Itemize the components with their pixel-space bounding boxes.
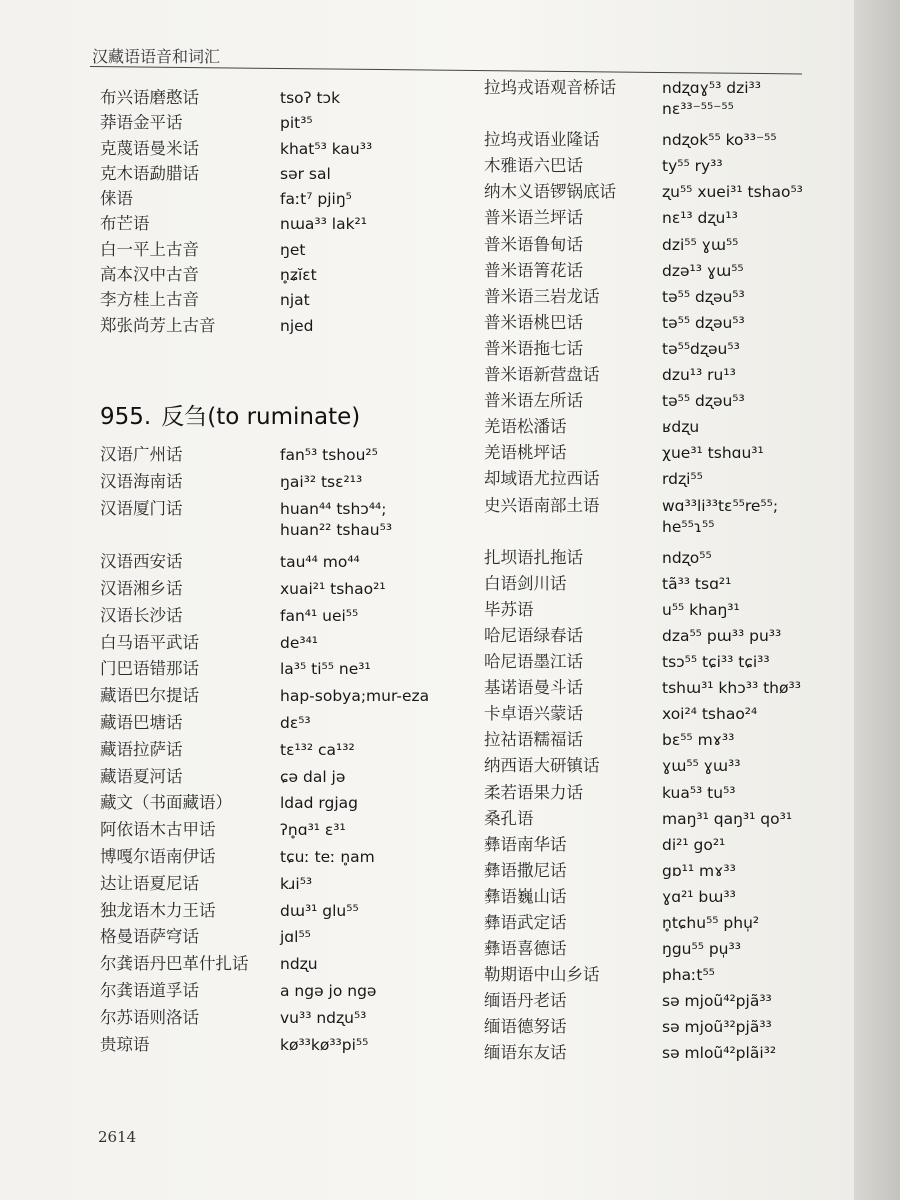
phonetic-form: n̥ʑĭɛt: [280, 266, 317, 285]
dialect-name: 普米语鲁甸话: [484, 234, 583, 254]
dialect-name: 羌语松潘话: [484, 417, 567, 437]
dialect-name: 拉坞戎语业隆话: [484, 130, 600, 150]
phonetic-form: tau⁴⁴ mo⁴⁴: [280, 553, 360, 572]
phonetic-form: di²¹ go²¹: [662, 835, 726, 854]
phonetic-form: sə mjoũ³²pjã³³: [662, 1018, 772, 1037]
entry-row: [100, 468, 480, 495]
phonetic-form: ɕə dal jə: [280, 767, 346, 786]
entry-row: [484, 1013, 864, 1039]
entry-row: [100, 870, 480, 897]
entry-row: [484, 465, 864, 491]
phonetic-form: nɛ³³⁻⁵⁵⁻⁵⁵: [662, 100, 734, 119]
phonetic-form: sə mjoũ⁴²pjã³³: [662, 992, 772, 1011]
phonetic-form: ldad rgjag: [280, 794, 358, 813]
page-number: 2614: [98, 1128, 137, 1146]
dialect-name: 史兴语南部土语: [484, 495, 600, 515]
dialect-name: 白语剑川话: [484, 573, 567, 593]
entry-row: [484, 909, 864, 935]
entry-row: [100, 261, 480, 286]
dialect-name: 汉语湘乡话: [100, 578, 183, 598]
dialect-name: 白马语平武话: [100, 632, 199, 652]
entry-row: [484, 100, 864, 126]
entry-row: [100, 286, 480, 311]
phonetic-form: tã³³ tsɑ²¹: [662, 574, 732, 593]
entry-row: [100, 548, 480, 575]
entry-row: [100, 629, 480, 656]
dialect-name: 彝语南华话: [484, 834, 567, 854]
phonetic-form: ty⁵⁵ ry³³: [662, 157, 723, 176]
phonetic-form: tsɔ⁵⁵ tɕi³³ tɕi³³: [662, 653, 770, 672]
entry-row: [484, 231, 864, 257]
entry-row: [100, 682, 480, 709]
entry-row: [484, 935, 864, 961]
entry-row: [484, 309, 864, 335]
entry-row: [100, 312, 480, 337]
dialect-name: 尔龚语丹巴革什扎话: [100, 954, 249, 974]
entry-row: [484, 961, 864, 987]
phonetic-form: de³⁴¹: [280, 633, 319, 652]
section-number: 955.: [100, 404, 152, 430]
entry-row: [484, 492, 864, 518]
phonetic-form: ʔn̥ɑ³¹ ɛ³¹: [280, 821, 346, 840]
dialect-name: 高本汉中古音: [100, 265, 199, 285]
entry-row: [100, 575, 480, 602]
phonetic-form: tə⁵⁵ dʐəu⁵³: [662, 287, 745, 306]
entry-row: [100, 109, 480, 134]
entry-row: [100, 441, 480, 468]
dialect-name: 卡卓语兴蒙话: [484, 704, 583, 724]
phonetic-form: ŋai³² tsɛ²¹³: [280, 472, 363, 491]
dialect-name: 藏语巴尔提话: [100, 686, 199, 706]
phonetic-form: χue³¹ tshɑu³¹: [662, 444, 764, 463]
dialect-name: 普米语新营盘话: [484, 365, 600, 385]
phonetic-form: ɣɑ²¹ bɯ³³: [662, 887, 736, 906]
entry-row: [484, 857, 864, 883]
dialect-name: 彝语巍山话: [484, 886, 567, 906]
phonetic-form: dɛ⁵³: [280, 713, 311, 732]
dialect-name: 克蔑语曼米话: [100, 138, 199, 158]
dialect-name: 桑孔语: [484, 808, 534, 828]
phonetic-form: he⁵⁵ɿ⁵⁵: [662, 517, 715, 536]
section-heading: 反刍(to ruminate): [161, 404, 361, 430]
dialect-name: 郑张尚芳上古音: [100, 315, 216, 335]
entry-row: [484, 987, 864, 1013]
entry-row: [484, 674, 864, 700]
phonetic-form: gɒ¹¹ mɤ³³: [662, 861, 736, 880]
phonetic-form: sə mloũ⁴²plãi³²: [662, 1044, 777, 1063]
dialect-name: 俫语: [100, 189, 133, 209]
entry-row: [484, 544, 864, 570]
dialect-name: 李方桂上古音: [100, 290, 199, 310]
entry-row: [100, 923, 480, 950]
right-entries: [484, 74, 864, 1066]
entry-row: [484, 335, 864, 361]
dialect-name: 汉语厦门话: [100, 498, 183, 518]
dialect-name: 白一平上古音: [100, 239, 199, 259]
phonetic-form: ndʐok⁵⁵ ko³³⁻⁵⁵: [662, 131, 777, 150]
dialect-name: 彝语撒尼话: [484, 860, 567, 880]
phonetic-form: ndʐo⁵⁵: [662, 548, 712, 567]
phonetic-form: kɹi⁵³: [280, 874, 313, 893]
phonetic-form: faːt⁷ pjiŋ⁵: [280, 190, 352, 209]
phonetic-form: phaːt⁵⁵: [662, 966, 715, 985]
top-left-entries: [100, 84, 480, 337]
dialect-name: 汉语长沙话: [100, 605, 183, 625]
dialect-name: 普米语拖七话: [484, 338, 583, 358]
dialect-name: 汉语西安话: [100, 552, 183, 572]
dialect-name: 博嘎尔语南伊话: [100, 846, 216, 866]
phonetic-form: ɣɯ⁵⁵ ɣɯ³³: [662, 757, 741, 776]
phonetic-form: maŋ³¹ qaŋ³¹ qo³¹: [662, 809, 793, 828]
entry-row: [100, 1004, 480, 1031]
phonetic-form: jɑl⁵⁵: [280, 928, 311, 947]
entry-row: [484, 726, 864, 752]
dialect-name: 藏语夏河话: [100, 766, 183, 786]
entry-row: [484, 439, 864, 465]
entry-row: [484, 700, 864, 726]
entry-row: [100, 709, 480, 736]
entry-row: [100, 789, 480, 816]
dialect-name: 哈尼语墨江话: [484, 652, 583, 672]
dialect-name: 木雅语六巴话: [484, 156, 583, 176]
phonetic-form: tə⁵⁵dʐəu⁵³: [662, 339, 740, 358]
entry-row: [484, 622, 864, 648]
phonetic-form: nɯa³³ lak²¹: [280, 215, 367, 234]
entry-row: [484, 74, 864, 100]
phonetic-form: dza⁵⁵ pɯ³³ pu³³: [662, 626, 782, 645]
entry-row: [100, 816, 480, 843]
dialect-name: 普米语箐花话: [484, 260, 583, 280]
entry-row: [484, 596, 864, 622]
dialect-name: 藏语巴塘话: [100, 712, 183, 732]
phonetic-form: xoi²⁴ tshao²⁴: [662, 705, 758, 724]
entry-row: [484, 178, 864, 204]
entry-row: [100, 736, 480, 763]
phonetic-form: khat⁵³ kau³³: [280, 139, 373, 158]
dialect-name: 却域语尤拉西话: [484, 469, 600, 489]
phonetic-form: bɛ⁵⁵ mɤ³³: [662, 731, 735, 750]
dialect-name: 藏文（书面藏语）: [100, 793, 232, 813]
dialect-name: 拉祜语糯福话: [484, 730, 583, 750]
dialect-name: 独龙语木力王话: [100, 900, 216, 920]
entry-row: [100, 843, 480, 870]
entry-row: [484, 883, 864, 909]
entry-row: [100, 210, 480, 235]
section-title: [100, 398, 360, 431]
phonetic-form: fan⁴¹ uei⁵⁵: [280, 606, 359, 625]
dialect-name: 格曼语萨穹话: [100, 927, 199, 947]
phonetic-form: ŋet: [280, 240, 306, 259]
phonetic-form: dzi⁵⁵ ɣɯ⁵⁵: [662, 235, 739, 254]
phonetic-form: nɛ¹³ dʐu¹³: [662, 209, 738, 228]
entry-row: [484, 805, 864, 831]
phonetic-form: huan²² tshau⁵³: [280, 521, 393, 540]
dialect-name: 莽语金平话: [100, 113, 183, 133]
phonetic-form: dzə¹³ ɣɯ⁵⁵: [662, 261, 744, 280]
phonetic-form: dzu¹³ ru¹³: [662, 366, 736, 385]
dialect-name: 普米语三岩龙话: [484, 286, 600, 306]
entry-row: [484, 518, 864, 544]
entry-row: [484, 570, 864, 596]
entry-row: [484, 752, 864, 778]
phonetic-form: huan⁴⁴ tshɔ⁴⁴;: [280, 499, 387, 518]
phonetic-form: vu³³ ndʐu⁵³: [280, 1008, 367, 1027]
phonetic-form: sər sal: [280, 164, 331, 183]
phonetic-form: ʐu⁵⁵ xuei³¹ tshao⁵³: [662, 183, 803, 202]
phonetic-form: wɑ³³li³³tɛ⁵⁵re⁵⁵;: [662, 496, 779, 515]
dialect-name: 汉语海南话: [100, 471, 183, 491]
dialect-name: 扎坝语扎拖话: [484, 547, 583, 567]
entry-row: [100, 897, 480, 924]
phonetic-form: tshɯ³¹ khɔ³³ thø³³: [662, 679, 801, 698]
phonetic-form: rdʐi⁵⁵: [662, 470, 703, 489]
dialect-name: 哈尼语绿春话: [484, 625, 583, 645]
dialect-name: 贵琼语: [100, 1034, 150, 1054]
phonetic-form: ŋgu⁵⁵ pu̩³³: [662, 940, 741, 959]
phonetic-form: fan⁵³ tshou²⁵: [280, 446, 378, 464]
entry-row: [484, 152, 864, 178]
phonetic-form: tə⁵⁵ dʐəu⁵³: [662, 392, 745, 411]
phonetic-form: a ngə jo ngə: [280, 981, 377, 1000]
entry-row: [100, 160, 480, 185]
entry-row: [484, 361, 864, 387]
entry-row: [484, 413, 864, 439]
entry-row: [100, 763, 480, 790]
dialect-name: 柔若语果力话: [484, 782, 583, 802]
dialect-name: 克木语勐腊话: [100, 163, 199, 183]
phonetic-form: ndʐu: [280, 955, 318, 974]
dialect-name: 毕苏语: [484, 599, 534, 619]
entry-row: [484, 831, 864, 857]
dialect-name: 羌语桃坪话: [484, 443, 567, 463]
phonetic-form: dɯ³¹ glu⁵⁵: [280, 901, 359, 920]
dialect-name: 达让语夏尼话: [100, 873, 199, 893]
dialect-name: 基诺语曼斗话: [484, 678, 583, 698]
dialect-name: 布芒语: [100, 214, 150, 234]
entry-row: [484, 283, 864, 309]
entry-row: [484, 126, 864, 152]
phonetic-form: tɛ¹³² ca¹³²: [280, 740, 355, 759]
entry-row: [484, 257, 864, 283]
dialect-name: 拉坞戎语观音桥话: [484, 78, 616, 97]
dialect-name: 纳西语大研镇话: [484, 756, 600, 776]
entry-row: [100, 1031, 480, 1058]
entry-row: [100, 495, 480, 522]
entry-row: [100, 950, 480, 977]
dialect-name: 门巴语错那话: [100, 659, 199, 679]
dialect-name: 勒期语中山乡话: [484, 965, 600, 985]
phonetic-form: tə⁵⁵ dʐəu⁵³: [662, 313, 745, 332]
entry-row: [100, 84, 480, 109]
phonetic-form: ndʐɑɣ⁵³ dzi³³: [662, 79, 761, 97]
entry-row: [100, 977, 480, 1004]
dialect-name: 彝语喜德话: [484, 939, 567, 959]
phonetic-form: n̥tɕhu⁵⁵ phu̩²: [662, 914, 760, 932]
dialect-name: 尔龚语道孚话: [100, 980, 199, 1000]
dialect-name: 缅语德努话: [484, 1017, 567, 1037]
entry-row: [484, 204, 864, 230]
entry-row: [100, 236, 480, 261]
phonetic-form: hap-sobya;mur-eza: [280, 687, 430, 706]
phonetic-form: la³⁵ ti⁵⁵ ne³¹: [280, 660, 371, 679]
phonetic-form: tsoʔ tɔk: [280, 89, 341, 107]
entry-row: [484, 648, 864, 674]
dialect-name: 彝语武定话: [484, 913, 567, 932]
entry-row: [100, 655, 480, 682]
entry-row: [484, 779, 864, 805]
phonetic-form: ʁdʐu: [662, 418, 700, 437]
entry-row: [484, 1039, 864, 1065]
dialect-name: 普米语左所话: [484, 391, 583, 411]
entry-row: [484, 387, 864, 413]
left-entries: [100, 441, 480, 1057]
dialect-name: 普米语兰坪话: [484, 208, 583, 228]
phonetic-form: kø³³kø³³pi⁵⁵: [280, 1035, 369, 1054]
entry-row: [100, 185, 480, 210]
phonetic-form: xuai²¹ tshao²¹: [280, 579, 386, 598]
phonetic-form: njat: [280, 291, 310, 310]
dialect-name: 阿依语木古甲话: [100, 820, 216, 840]
dialect-name: 普米语桃巴话: [484, 312, 583, 332]
dialect-name: 缅语东友话: [484, 1043, 567, 1063]
dialect-name: 布兴语磨憨话: [100, 88, 199, 107]
phonetic-form: pit³⁵: [280, 114, 313, 133]
entry-row: [100, 521, 480, 548]
dialect-name: 缅语丹老话: [484, 991, 567, 1011]
phonetic-form: u⁵⁵ khaŋ³¹: [662, 600, 740, 619]
dialect-name: 汉语广州话: [100, 445, 183, 464]
running-header: 汉藏语语音和词汇: [92, 47, 221, 66]
dialect-name: 尔苏语则洛话: [100, 1007, 199, 1027]
phonetic-form: kua⁵³ tu⁵³: [662, 783, 736, 802]
entry-row: [100, 602, 480, 629]
dialect-name: 纳木义语锣锅底话: [484, 182, 616, 202]
phonetic-form: njed: [280, 316, 314, 335]
entry-row: [100, 135, 480, 160]
phonetic-form: tɕuː teː n̥am: [280, 847, 375, 866]
dialect-name: 藏语拉萨话: [100, 739, 183, 759]
